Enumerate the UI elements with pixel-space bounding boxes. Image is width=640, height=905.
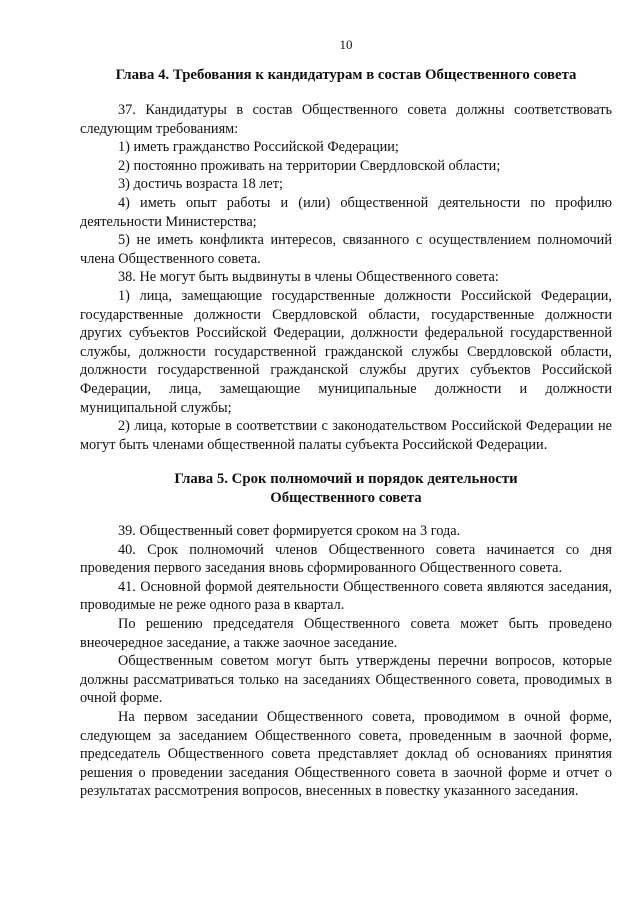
chapter-5-title-line-2: Общественного совета xyxy=(270,489,422,506)
chapter-4-title: Глава 4. Требования к кандидатурам в состав Общественного совета xyxy=(115,67,577,83)
paragraph-question-lists: Общественным советом могут быть утверждены перечни вопросов, которые должны рассматриваться только на заседаниях Общественного совета, проводимых в очной форме. xyxy=(80,653,612,707)
paragraph-40: 40. Срок полномочий членов Общественного совета начинается со дня проведения первого заседания вновь сформированного Общественного совета. xyxy=(80,541,612,577)
requirement-item-2: 2) постоянно проживать на территории Свердловской области; xyxy=(118,157,501,174)
paragraph-extraordinary-session: По решению председателя Общественного совета может быть проведено внеочередное заседание, а также заочное заседание. xyxy=(80,615,612,651)
chapter-5-title xyxy=(80,470,612,507)
exclusion-item-1: 1) лица, замещающие государственные должности Российской Федерации, государственные должности Свердловской области, государственные должности других субъектов Российской Федерации, должности федеральной государственной службы, должности государственной гражданской службы Свердловской области, должности государственной гражданской службы других субъектов Российской Федерации, лица, замещающие муниципальные должности и должности муниципальной службы; xyxy=(80,287,612,416)
paragraph-39: 39. Общественный совет формируется сроком на 3 года. xyxy=(118,523,461,539)
requirements-list xyxy=(80,138,612,268)
paragraph-37: 37. Кандидатуры в состав Общественного совета должны соответствовать следующим требованиям: xyxy=(80,102,612,137)
paragraph-41: 41. Основной формой деятельности Общественного совета являются заседания, проводимые не реже одного раза в квартал. xyxy=(80,578,612,614)
chapter-5-title-line-1: Глава 5. Срок полномочий и порядок деятельности xyxy=(174,471,518,487)
requirement-item-1: 1) иметь гражданство Российской Федерации; xyxy=(118,139,399,156)
paragraph-38: 38. Не могут быть выдвинуты в члены Общественного совета: xyxy=(118,269,499,286)
chapter-4-body xyxy=(80,101,612,454)
requirement-item-5: 5) не иметь конфликта интересов, связанного с осуществлением полномочий члена Общественного совета. xyxy=(80,232,612,267)
exclusions-list xyxy=(80,287,612,454)
requirement-item-3: 3) достичь возраста 18 лет; xyxy=(118,176,283,193)
page-number: 10 xyxy=(339,37,353,52)
requirement-item-4: 4) иметь опыт работы и (или) общественной деятельности по профилю деятельности Министерства; xyxy=(80,194,612,230)
chapter-5-body xyxy=(80,522,612,801)
paragraph-first-session-report: На первом заседании Общественного совета, проводимом в очной форме, следующем за заседанием Общественного совета, проведенным в заочной форме, председатель Общественного совета представляет доклад об основаниях принятия решения о проведении заседания Общественного совета в заочной форме и отчет о результатах рассмотрения вопросов, внесенных в повестку указанного заседания. xyxy=(80,708,612,800)
exclusion-item-2: 2) лица, которые в соответствии с законодательством Российской Федерации не могут быть членами общественной палаты субъекта Российской Федерации. xyxy=(80,418,612,453)
